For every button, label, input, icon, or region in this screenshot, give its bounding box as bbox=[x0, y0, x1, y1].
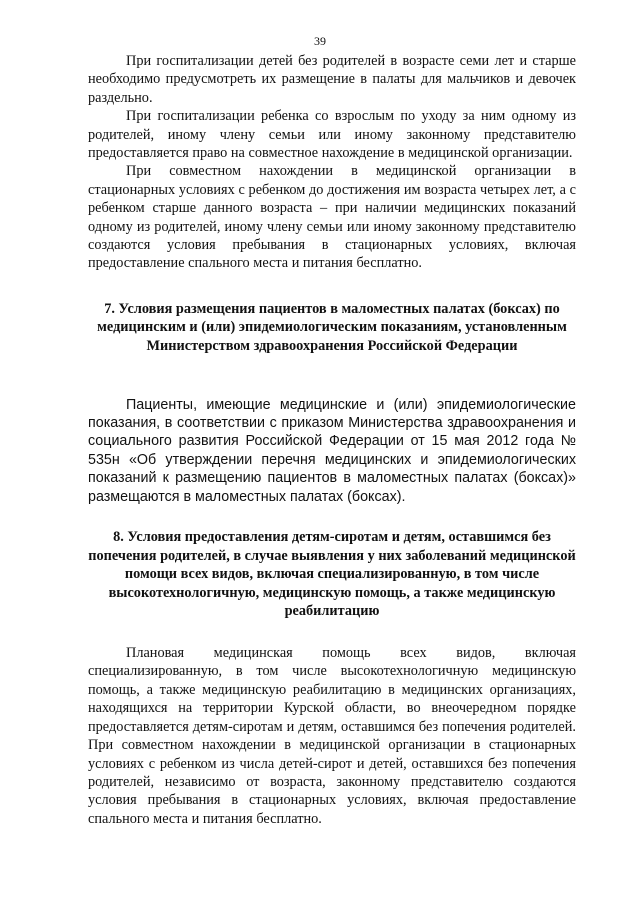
paragraph-joint-stay: При совместном нахождении в медицинской организации в стационарных условиях с ребенком до достижения им возраста четырех лет, а с ребенком старше данного возраста – при наличии медицинских показаний одному из родителей, иному члену семьи или иному законному представителю создаются условия пребывания в стационарных условиях, включая предоставление спального места и питания бесплатно. bbox=[88, 163, 576, 272]
page-content bbox=[88, 52, 576, 828]
section-7-heading: 7. Условия размещения пациентов в маломестных палатах (боксах) по медицинским и (или) эпидемиологическим показаниям, установленным Министерством здравоохранения Российской Федерации bbox=[97, 300, 567, 355]
section-7-paragraph: Пациенты, имеющие медицинские и (или) эпидемиологические показания, в соответствии с приказом Министерства здравоохранения и социального развития Российской Федерации от 15 мая 2012 года № 535н «Об утверждении перечня медицинских и эпидемиологических показаний к размещению пациентов в маломестных палатах (боксах)» размещаются в маломестных палатах (боксах). bbox=[88, 396, 576, 505]
section-8-heading: 8. Условия предоставления детям-сиротам и детям, оставшимся без попечения родителей, в случае выявления у них заболеваний медицинской помощи всех видов, включая специализированную, в том числе высокотехнологичную, медицинскую помощь, а также медицинскую реабилитацию bbox=[88, 529, 576, 620]
page-number: 39 bbox=[314, 34, 326, 48]
section-8-paragraph: Плановая медицинская помощь всех видов, включая специализированную, в том числе высокотехнологичную медицинскую помощь, а также медицинскую реабилитацию в медицинских организациях, находящихся на территории Курской области, во внеочередном порядке предоставляется детям-сиротам и детям, оставшимся без попечения родителей. При совместном нахождении в медицинской организации в стационарных условиях с ребенком из числа детей-сирот и детей, оставшихся без попечения родителей, независимо от возраста, законному представителю создаются условия пребывания в стационарных условиях, включая предоставление спального места и питания бесплатно. bbox=[88, 645, 576, 827]
paragraph-hospitalization-without-parents: При госпитализации детей без родителей в возрасте семи лет и старше необходимо предусмотреть их размещение в палаты для мальчиков и девочек раздельно. bbox=[88, 53, 576, 106]
paragraph-hospitalization-with-adult: При госпитализации ребенка со взрослым по уходу за ним одному из родителей, иному члену семьи или иному законному представителю предоставляется право на совместное нахождение в медицинской организации. bbox=[88, 108, 576, 162]
